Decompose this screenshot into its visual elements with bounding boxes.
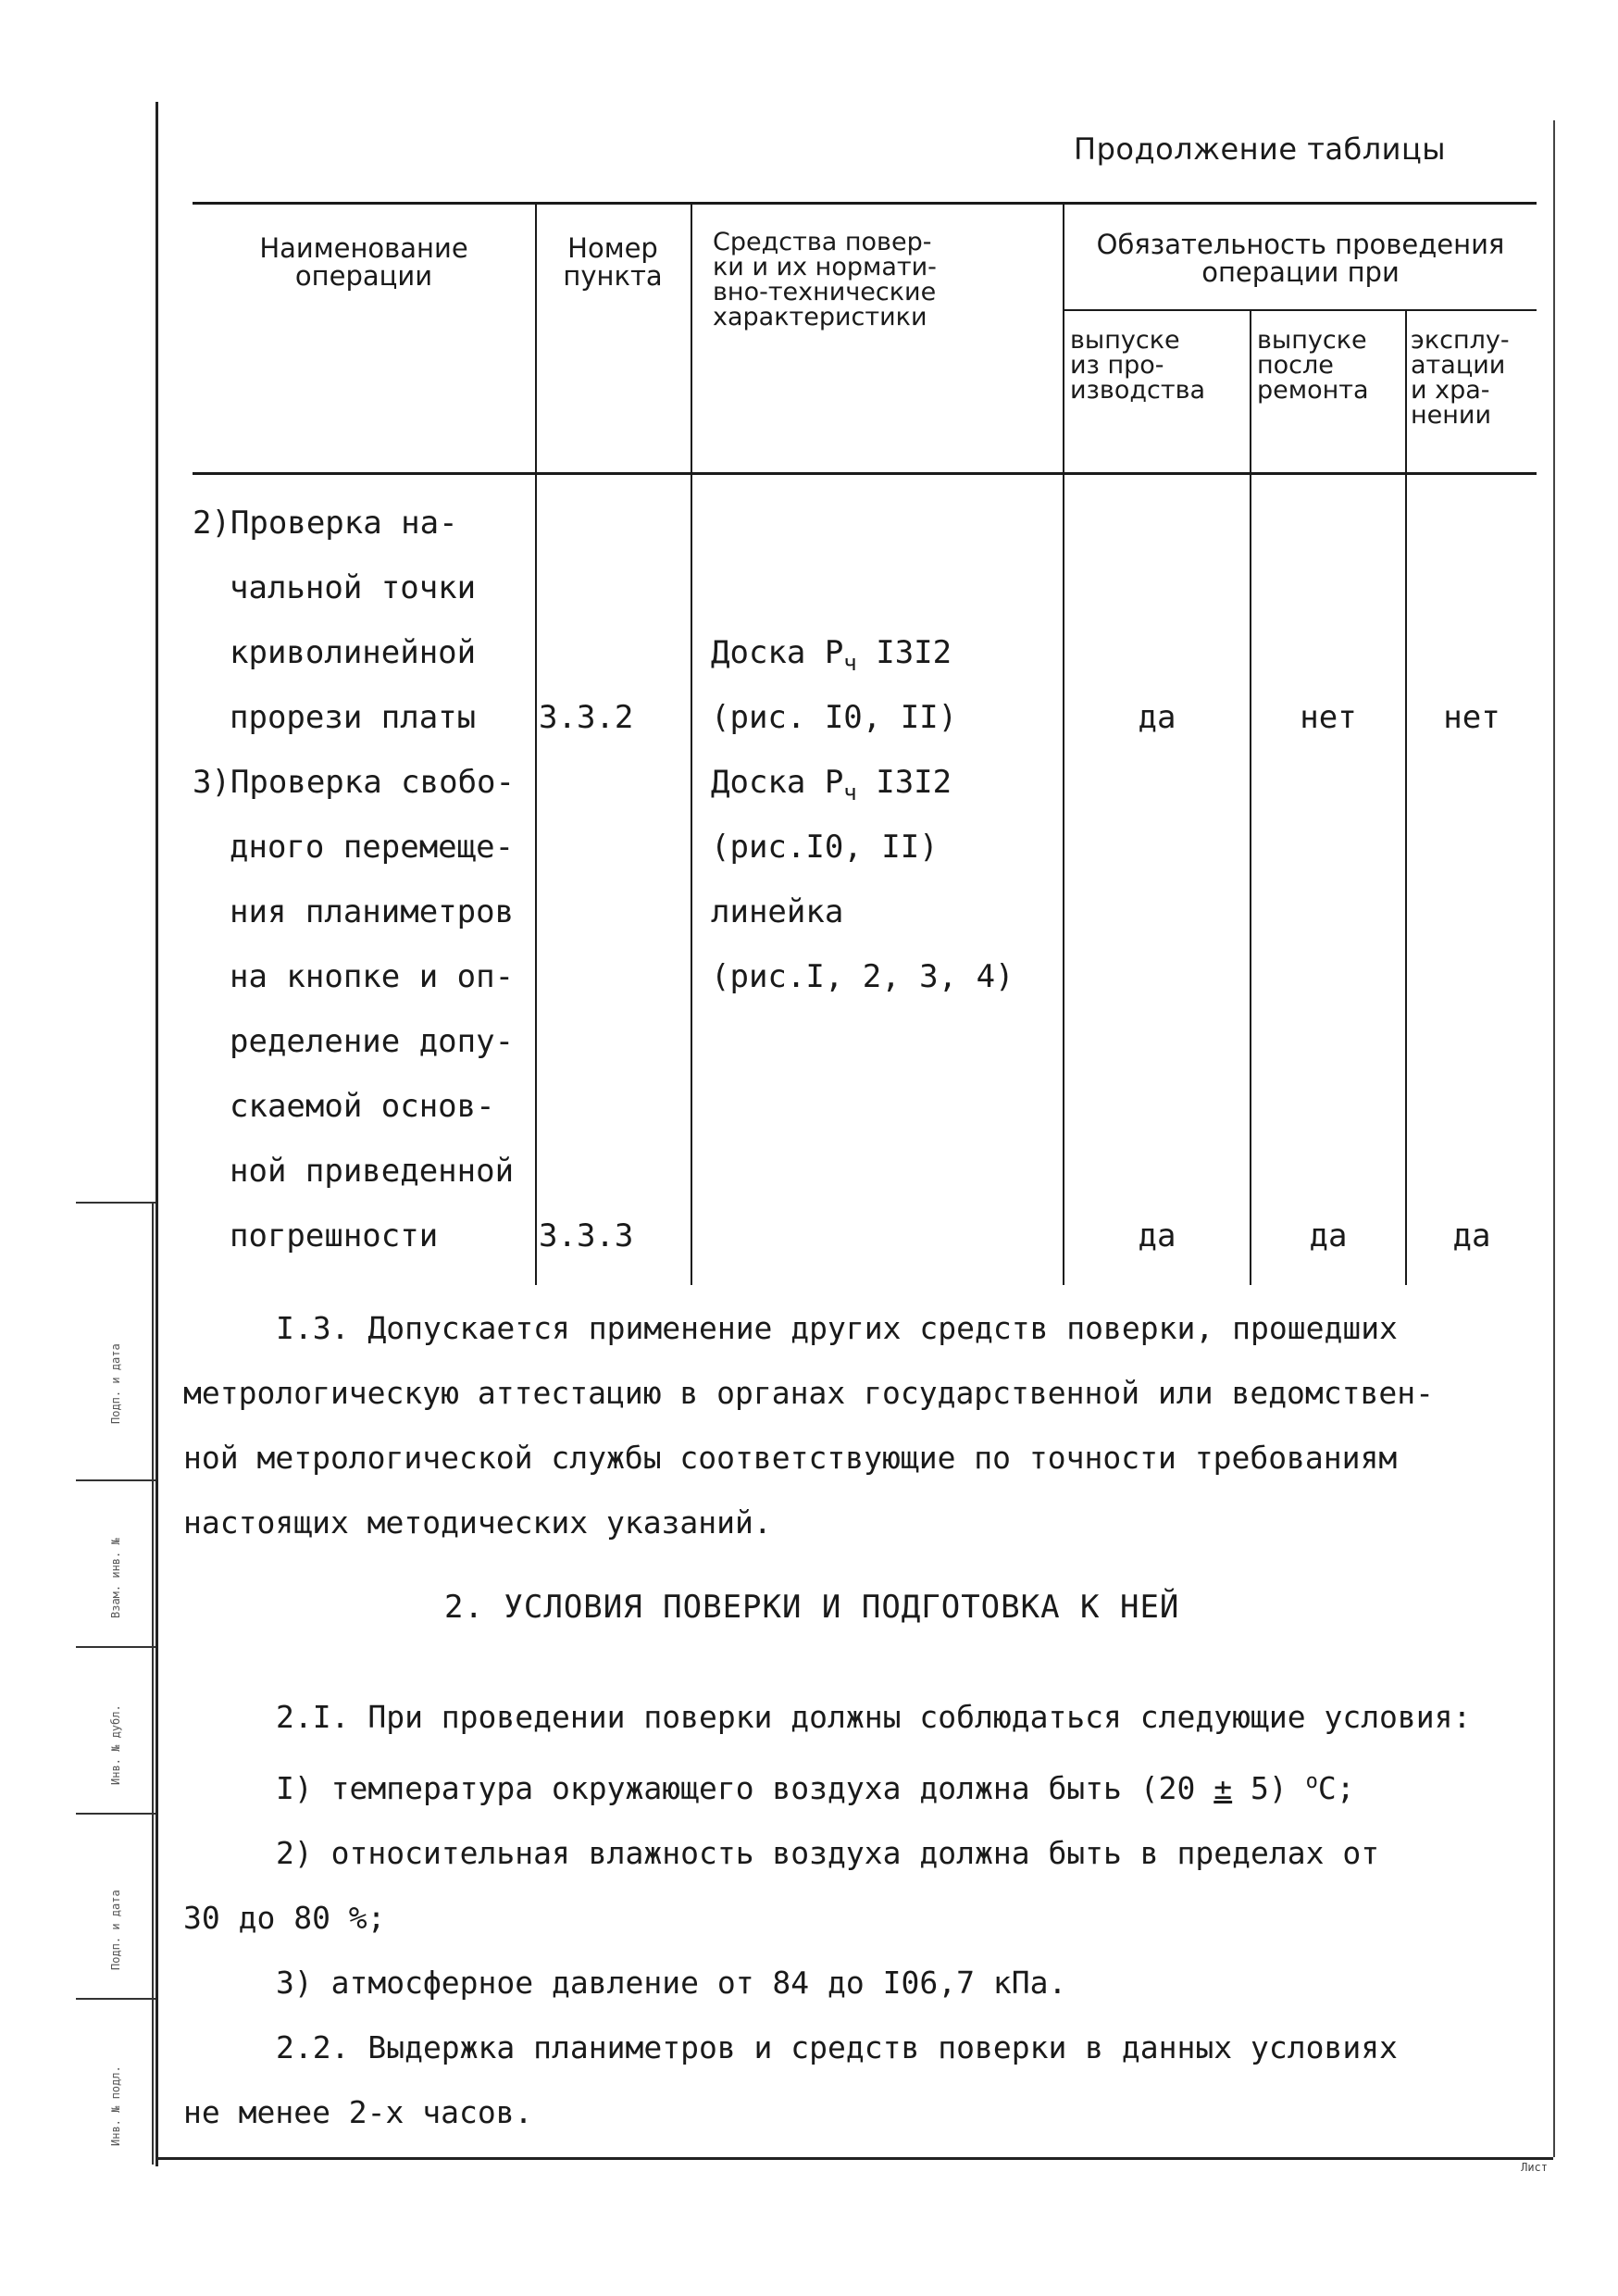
paragraph-line: ной метрологической службы соответствующие по точности требованиям (183, 1440, 1398, 1476)
row2-operation-line: погрешности (230, 1217, 439, 1254)
header-text: изводства (1070, 376, 1206, 405)
row2-operation-line: на кнопке и оп- (230, 958, 515, 995)
stamp-divider (76, 1813, 156, 1815)
row1-operation-line: криволинейной (230, 634, 477, 671)
row1-means-line (711, 620, 1014, 685)
condition-text: 5) (1232, 1770, 1306, 1806)
row2-storage: да (1452, 1217, 1491, 1254)
header-text: операции (294, 259, 433, 292)
row1-operation-line: прорези платы (230, 699, 477, 736)
condition-humidity-cont: 30 до 80 %; (183, 1900, 386, 1936)
row2-operation-line: 3)Проверка свобо- (193, 764, 515, 801)
section-2-heading: 2. УСЛОВИЯ ПОВЕРКИ И ПОДГОТОВКА К НЕЙ (444, 1589, 1180, 1626)
row2-means-line: (рис.I0, II) (711, 829, 939, 866)
header-text: эксплу- (1411, 326, 1510, 355)
header-text: вно-технические (713, 278, 937, 306)
means-board-number: I3I2 (856, 764, 952, 801)
paragraph-line: 2.I. При проведении поверки должны соблюдаться следующие условия: (276, 1699, 1472, 1735)
header-means (713, 230, 1055, 330)
row2-operation-line: ной приведенной (230, 1153, 515, 1190)
row2-operation-line: дного перемеще- (230, 829, 515, 866)
table-continuation-caption: Продолжение таблицы (1074, 131, 1446, 167)
header-text: операции при (1201, 256, 1400, 288)
stamp-divider (76, 1479, 156, 1481)
condition-unit: С; (1317, 1770, 1355, 1806)
header-text: пункта (563, 259, 663, 292)
header-release-production (1070, 328, 1248, 403)
header-operation (194, 232, 533, 292)
paragraph-line: метрологическую аттестацию в органах государственной или ведомствен- (183, 1375, 1435, 1411)
header-text: нении (1411, 401, 1492, 430)
row2-means-line: (рис.I, 2, 3, 4) (711, 958, 1014, 995)
plus-minus-sign: ± (1214, 1770, 1233, 1806)
condition-humidity: 2) относительная влажность воздуха должна быть в пределах от (276, 1835, 1380, 1871)
header-text: Средства повер- (713, 228, 932, 256)
row1-means-line: (рис. I0, II) (711, 699, 958, 736)
header-text: после (1257, 351, 1334, 380)
header-text: Наименование (259, 232, 468, 264)
means-board-label: Доска Р (711, 634, 844, 671)
col-divider (1405, 309, 1407, 1285)
header-text: ремонта (1257, 376, 1369, 405)
header-text: характеристики (713, 303, 927, 331)
row1-operation-line: чальной точки (230, 569, 477, 606)
means-board-label: Доска Р (711, 764, 844, 801)
means-board-number: I3I2 (856, 634, 952, 671)
row1-operation-line: 2)Проверка на- (193, 505, 458, 542)
paragraph-2-1 (183, 1685, 1544, 2145)
header-text: выпуске (1257, 326, 1367, 355)
frame-bottom-border (156, 2157, 1553, 2160)
row2-production: да (1138, 1217, 1176, 1254)
stamp-label: Инв. № подл. (109, 2065, 122, 2146)
sheet-label: Лист (1521, 2161, 1548, 2174)
stamp-divider (76, 1646, 156, 1648)
row2-item-number: 3.3.3 (539, 1217, 634, 1254)
row1-production: да (1138, 699, 1176, 736)
paragraph-1-3 (183, 1296, 1544, 1555)
stamp-label: Подп. и дата (109, 1890, 122, 1970)
col-divider (691, 202, 692, 1285)
means-board-subscript: ч (843, 779, 857, 805)
header-text: Номер (567, 232, 658, 264)
row2-operation-line: ределение допу- (230, 1023, 515, 1060)
stamp-divider (76, 1998, 156, 2000)
stamp-label: Инв. № дубл. (109, 1704, 122, 1785)
table-header-bottom-rule (193, 472, 1537, 475)
degree-sign: о (1305, 1770, 1318, 1793)
col-divider (1250, 309, 1251, 1285)
row2-operation-line: скаемой основ- (230, 1088, 495, 1125)
header-release-repair (1257, 328, 1403, 403)
header-mandatory (1064, 231, 1537, 286)
operation-column-cells (193, 491, 515, 1268)
condition-text: I) температура окружающего воздуха должна быть (20 (276, 1770, 1214, 1806)
paragraph-line: не менее 2-х часов. (183, 2094, 533, 2130)
paragraph-line: настоящих методических указаний. (183, 1504, 772, 1541)
header-text: Обязательность проведения (1096, 229, 1505, 260)
stamp-label: Подп. и дата (109, 1343, 122, 1424)
means-board-subscript: ч (843, 649, 857, 676)
condition-pressure: 3) атмосферное давление от 84 до I06,7 кПа. (276, 1965, 1067, 2001)
row2-operation-line: ния планиметров (230, 893, 515, 930)
stamp-label: Взам. инв. № (109, 1538, 122, 1618)
header-text: из про- (1070, 351, 1164, 380)
row1-repair: нет (1300, 699, 1357, 736)
header-text: атации (1411, 351, 1506, 380)
condition-temperature (183, 1750, 1544, 1821)
row2-means-line: линейка (711, 893, 844, 930)
paragraph-line: 2.2. Выдержка планиметров и средств поверки в данных условиях (276, 2029, 1398, 2065)
means-column-cells (711, 620, 1014, 1009)
row2-means-line (711, 750, 1014, 815)
table-top-rule (193, 202, 1537, 205)
header-text: и хра- (1411, 376, 1490, 405)
row1-item-number: 3.3.2 (539, 699, 634, 736)
table-subheader-rule (1064, 309, 1537, 311)
row2-repair: да (1309, 1217, 1348, 1254)
col-divider (535, 202, 537, 1285)
header-text: выпуске (1070, 326, 1180, 355)
header-text: ки и их нормати- (713, 253, 937, 281)
row1-storage: нет (1443, 699, 1500, 736)
stamp-strip (72, 1202, 156, 2165)
header-operation-storage (1411, 328, 1537, 428)
header-item-number (537, 232, 689, 292)
paragraph-line: I.3. Допускается применение других средств поверки, прошедших (276, 1310, 1398, 1346)
stamp-vertical-line (152, 1202, 154, 2165)
